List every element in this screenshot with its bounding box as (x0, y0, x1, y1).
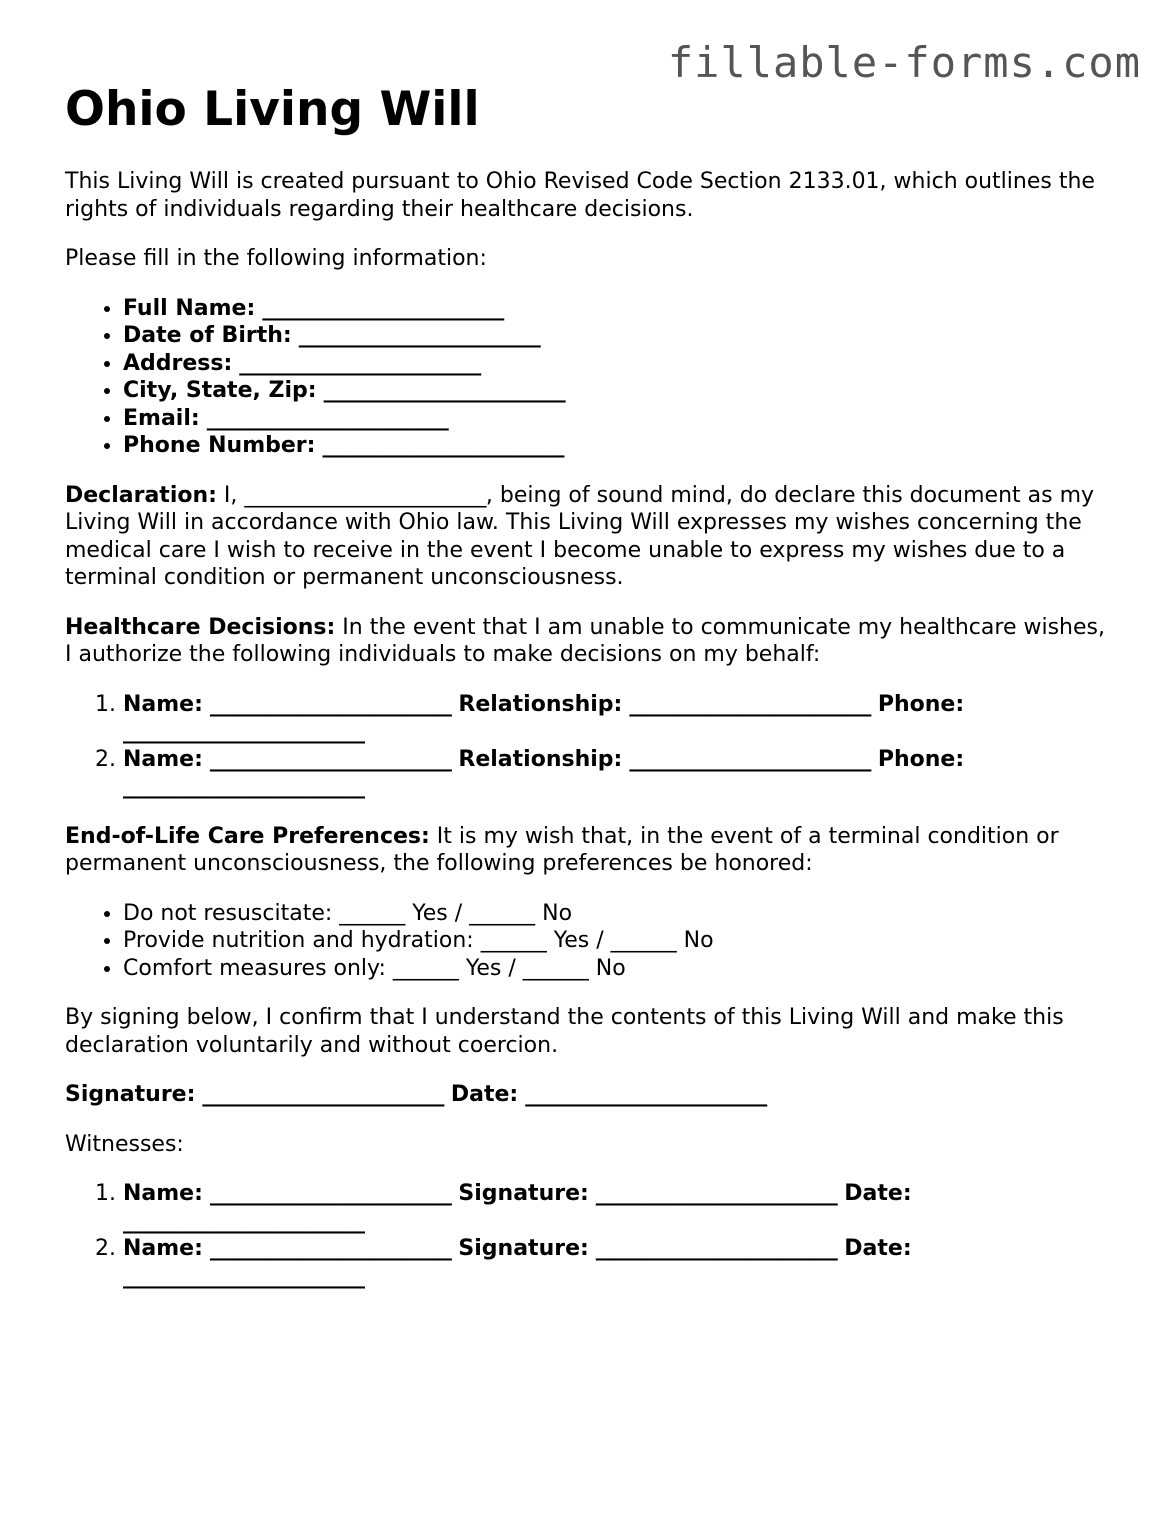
phone-blank[interactable]: _______________________ (123, 774, 365, 799)
declaration-text: , being of sound mind, do declare this document as my Living Will in accordance with Ohio law. This Living Will expresses my wishes concerning the medical care I wish to receive in the event I become unable to express my wishes due to a terminal condition or permanent unconsciousness. (65, 482, 1095, 590)
phone-blank[interactable]: _______________________ (123, 719, 365, 744)
fill-prompt: Please fill in the following information: (65, 246, 487, 271)
field-blank[interactable]: _______________________ (206, 405, 449, 431)
relationship-blank[interactable]: _______________________ (629, 746, 871, 772)
witness-name-blank[interactable]: _______________________ (209, 1236, 452, 1261)
agent-name-blank[interactable]: _______________________ (209, 746, 452, 772)
preference-label: Provide nutrition and hydration: (123, 928, 481, 953)
agent-list (65, 691, 1115, 801)
witness-name-blank[interactable]: _______________________ (209, 1181, 452, 1206)
confirm-paragraph: By signing below, I confirm that I understand the contents of this Living Will and make this declaration voluntarily and without coercion. (65, 1005, 1064, 1058)
watermark: fillable-forms.com (667, 38, 1141, 87)
address-field[interactable] (123, 350, 1115, 378)
phone-label: Phone: (877, 691, 965, 717)
field-blank[interactable]: _______________________ (239, 350, 481, 376)
intro-paragraph: This Living Will is created pursuant to Ohio Revised Code Section 2133.01, which outlines the rights of individuals regarding their healthcare decisions. (65, 169, 1095, 222)
field-blank[interactable]: _______________________ (323, 378, 566, 403)
witness-entry (123, 1235, 1115, 1290)
agent-name-blank[interactable]: _______________________ (209, 691, 452, 717)
field-label: Date of Birth: (123, 323, 292, 348)
email-field[interactable] (123, 405, 1115, 433)
yes-text: Yes / (458, 955, 523, 981)
declaration-heading: Declaration: (65, 482, 217, 508)
witness-date-blank[interactable]: _______________________ (123, 1263, 365, 1289)
date-label: Date: (450, 1082, 519, 1107)
agent-entry (123, 746, 1115, 801)
preference-item (123, 955, 1115, 983)
end-of-life-heading: End-of-Life Care Preferences: (65, 823, 430, 849)
no-text: No (588, 955, 626, 981)
field-label: Email: (123, 405, 200, 431)
city-state-zip-field[interactable] (123, 377, 1115, 405)
preference-label: Do not resuscitate: (123, 900, 340, 926)
preferences-list (65, 900, 1115, 983)
field-blank[interactable]: _______________________ (322, 433, 564, 458)
no-text: No (535, 900, 573, 926)
healthcare-text: In the event that I am unable to communicate my healthcare wishes, I authorize the following individuals to make decisions on my behalf: (65, 614, 1105, 667)
signature-blank[interactable]: _______________________ (202, 1082, 444, 1107)
witness-signature-blank[interactable]: _______________________ (595, 1236, 838, 1261)
yes-blank[interactable]: ______ (480, 928, 547, 953)
healthcare-heading: Healthcare Decisions: (65, 614, 336, 640)
signature-label: Signature: (65, 1082, 196, 1107)
witness-date-blank[interactable]: _______________________ (123, 1208, 365, 1234)
page-title: Ohio Living Will (65, 82, 480, 137)
name-label: Name: (123, 1181, 203, 1206)
yes-text: Yes / (546, 928, 611, 953)
field-label: Phone Number: (123, 433, 316, 458)
preference-label: Comfort measures only: (123, 955, 393, 981)
no-blank[interactable]: ______ (610, 928, 677, 953)
no-blank[interactable]: ______ (522, 955, 589, 981)
end-of-life-text: It is my wish that, in the event of a terminal condition or permanent unconsciousness, the following preferences be honored: (65, 823, 1059, 876)
yes-blank[interactable]: ______ (339, 900, 406, 926)
witness-entry (123, 1180, 1115, 1235)
yes-text: Yes / (405, 900, 470, 926)
phone-label: Phone: (877, 746, 965, 772)
declarant-name-blank[interactable]: _______________________ (244, 482, 486, 508)
relationship-label: Relationship: (458, 691, 623, 717)
name-label: Name: (123, 1236, 203, 1261)
declaration-pre: I, (216, 482, 245, 508)
signature-line (65, 1081, 1115, 1109)
signature-label: Signature: (458, 1181, 589, 1206)
personal-info-list (65, 295, 1115, 460)
field-label: Full Name: (123, 295, 256, 321)
document-body (65, 168, 1115, 1312)
yes-blank[interactable]: ______ (392, 955, 459, 981)
field-label: City, State, Zip: (123, 378, 317, 403)
full-name-field[interactable] (123, 295, 1115, 323)
relationship-blank[interactable]: _______________________ (629, 691, 871, 717)
declaration-paragraph (65, 482, 1115, 592)
end-of-life-paragraph (65, 823, 1115, 878)
field-blank[interactable]: _______________________ (298, 323, 541, 348)
preference-item (123, 927, 1115, 955)
name-label: Name: (123, 691, 203, 717)
date-label: Date: (844, 1236, 912, 1261)
signature-label: Signature: (458, 1236, 589, 1261)
healthcare-paragraph (65, 614, 1115, 669)
date-label: Date: (844, 1181, 912, 1206)
no-text: No (676, 928, 714, 953)
date-blank[interactable]: _______________________ (525, 1082, 767, 1107)
relationship-label: Relationship: (458, 746, 623, 772)
witness-list (65, 1180, 1115, 1290)
witnesses-heading: Witnesses: (65, 1131, 184, 1157)
name-label: Name: (123, 746, 203, 772)
witness-signature-blank[interactable]: _______________________ (595, 1181, 838, 1206)
field-label: Address: (123, 350, 233, 376)
phone-number-field[interactable] (123, 432, 1115, 460)
date-of-birth-field[interactable] (123, 322, 1115, 350)
no-blank[interactable]: ______ (469, 900, 536, 926)
agent-entry (123, 691, 1115, 746)
preference-item (123, 900, 1115, 928)
field-blank[interactable]: _______________________ (262, 295, 504, 321)
